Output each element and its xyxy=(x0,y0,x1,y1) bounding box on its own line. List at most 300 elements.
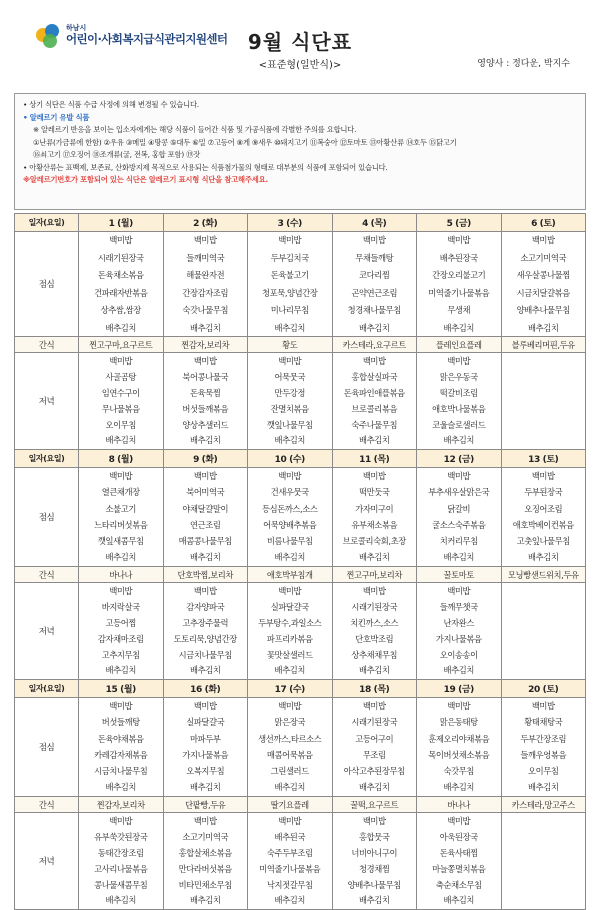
day-header: 11 (목) xyxy=(332,450,417,468)
menu-item: 유부채소볶음 xyxy=(351,519,398,530)
menu-item: 배추김치 xyxy=(105,782,136,793)
menu-item: 배추김치 xyxy=(443,552,474,563)
menu-item: 백미밥 xyxy=(278,235,302,245)
date-label: 일자(요일) xyxy=(15,450,79,468)
menu-item: 백미밥 xyxy=(447,356,471,366)
menu-item: 백미밥 xyxy=(362,816,386,826)
menu-item: 백미밥 xyxy=(193,701,217,711)
lunch-cell xyxy=(248,468,333,567)
menu-item: 깻잎나물무침 xyxy=(266,419,313,430)
menu-item: 매콤콩나물무침 xyxy=(178,536,232,547)
menu-item: 황태채탕국 xyxy=(524,717,563,728)
menu-item: 두부탕수,과일소스 xyxy=(258,617,322,628)
snack-cell: 꿀토마토 xyxy=(417,567,502,583)
dinner-cell xyxy=(248,353,333,450)
menu-item: 백미밥 xyxy=(193,586,217,596)
menu-item: 배추김치 xyxy=(105,895,136,906)
menu-item: 시래기된장국 xyxy=(351,601,398,612)
date-row xyxy=(15,450,586,468)
day-header: 4 (목) xyxy=(332,214,417,232)
menu-item: 가지나물볶음 xyxy=(435,633,482,644)
menu-item: 배추김치 xyxy=(274,665,305,676)
snack-cell: 단호박찜,보리차 xyxy=(163,567,248,583)
menu-item: 브로콜리숙회,초장 xyxy=(342,536,406,547)
menu-item: 배추김치 xyxy=(359,665,390,676)
snack-label: 간식 xyxy=(15,337,79,353)
menu-item: 들깨우엉볶음 xyxy=(520,749,567,760)
menu-item: 돈육불고기 xyxy=(270,270,309,280)
menu-item: 낙지젓갈무침 xyxy=(266,879,313,890)
dinner-label: 저녁 xyxy=(15,583,79,680)
menu-item: 미나리무침 xyxy=(270,305,309,315)
menu-item: 시래기된장국 xyxy=(97,252,144,263)
day-header: 19 (금) xyxy=(417,680,502,698)
menu-item: 건새우뭇국 xyxy=(270,487,309,498)
menu-item: 배추된국 xyxy=(274,831,305,842)
lunch-cell xyxy=(332,232,417,337)
menu-item: 도토리묵,양념간장 xyxy=(173,633,237,644)
menu-item: 배추김치 xyxy=(190,782,221,793)
menu-item: 배추된장국 xyxy=(439,252,478,263)
snack-cell: 찐고구마,요구르트 xyxy=(79,337,164,353)
menu-item: 배추김치 xyxy=(274,322,305,333)
day-header: 20 (토) xyxy=(501,680,586,698)
day-header: 6 (토) xyxy=(501,214,586,232)
menu-item: 카레감자채볶음 xyxy=(94,749,148,760)
dinner-cell xyxy=(332,813,417,910)
menu-item: 해물완자전 xyxy=(186,270,225,280)
meal-table xyxy=(14,213,586,910)
dinner-cell xyxy=(79,583,164,680)
menu-item: 상추쌈,쌈장 xyxy=(100,305,141,315)
menu-item: 소고기미역국 xyxy=(182,831,229,842)
dinner-cell xyxy=(79,353,164,450)
lunch-cell xyxy=(417,232,502,337)
menu-item: 어묵양배추볶음 xyxy=(263,519,317,530)
menu-item: 배추김치 xyxy=(359,782,390,793)
menu-item: 사골곰탕 xyxy=(105,371,136,382)
dinner-row xyxy=(15,813,586,910)
menu-item: 버섯들깨볶음 xyxy=(182,403,229,414)
menu-item: 돈육채소볶음 xyxy=(97,270,144,280)
menu-item: 배추김치 xyxy=(274,552,305,563)
menu-item: 백미밥 xyxy=(278,586,302,596)
day-header: 17 (수) xyxy=(248,680,333,698)
menu-item: 배추김치 xyxy=(190,552,221,563)
menu-item: 간장감자조림 xyxy=(182,287,229,298)
menu-item: 매콤어묵볶음 xyxy=(266,749,313,760)
menu-item: 시래기된장국 xyxy=(351,717,398,728)
menu-item: 두부간장조림 xyxy=(520,733,567,744)
day-header: 10 (수) xyxy=(248,450,333,468)
lunch-row xyxy=(15,698,586,797)
menu-item: 무생채 xyxy=(447,305,471,315)
menu-item: 마늘쫑멸치볶음 xyxy=(432,863,486,874)
menu-item: 고추장주물럭 xyxy=(182,617,229,628)
menu-item: 오이무침 xyxy=(105,419,136,430)
menu-item: 목이버섯채소볶음 xyxy=(428,749,490,760)
menu-item: 배추김치 xyxy=(443,665,474,676)
snack-cell: 찐감자,보리차 xyxy=(163,337,248,353)
menu-item: 연근조림 xyxy=(190,519,221,530)
menu-item: 청포묵,양념간장 xyxy=(261,287,318,298)
menu-item: 배추김치 xyxy=(443,435,474,446)
snack-cell: 모닝빵샌드위치,두유 xyxy=(501,567,586,583)
menu-item: 치커리무침 xyxy=(439,536,478,547)
menu-item: 깻잎새콤무침 xyxy=(97,536,144,547)
menu-item: 돈육사태찜 xyxy=(439,847,478,858)
lunch-cell xyxy=(79,232,164,337)
header xyxy=(0,0,600,95)
logo-city: 하남시 xyxy=(66,24,87,33)
menu-item: 굴소스숙주볶음 xyxy=(432,519,486,530)
snack-cell: 블루베리머핀,두유 xyxy=(501,337,586,353)
lunch-cell xyxy=(332,468,417,567)
menu-item: 배추김치 xyxy=(190,895,221,906)
notice-allergen-heading: • 알레르기 유발 식품 xyxy=(23,112,90,122)
menu-item: 배추김치 xyxy=(359,552,390,563)
snack-cell: 카스테라,망고주스 xyxy=(501,797,586,813)
menu-item: 곤약연근조림 xyxy=(351,287,398,298)
menu-item: 무조림 xyxy=(362,749,386,760)
menu-item: 버섯들깨탕 xyxy=(101,717,140,728)
menu-item: 배추김치 xyxy=(359,322,390,333)
menu-item: 오이무침 xyxy=(528,766,559,777)
dinner-cell xyxy=(163,813,248,910)
menu-item: 백미밥 xyxy=(362,471,386,481)
menu-item: 백미밥 xyxy=(278,356,302,366)
dinner-label: 저녁 xyxy=(15,353,79,450)
page-subtitle: <표준형(일반식)> xyxy=(258,60,342,71)
menu-item: 백미밥 xyxy=(109,586,133,596)
menu-item: 난자완스 xyxy=(443,617,474,628)
menu-item: 배추김치 xyxy=(528,552,559,563)
menu-item: 고등어찜 xyxy=(105,617,136,628)
menu-item: 배추김치 xyxy=(105,552,136,563)
menu-item: 북어미역국 xyxy=(186,487,225,498)
menu-item: 바지락살국 xyxy=(101,601,140,612)
menu-item: 백미밥 xyxy=(447,586,471,596)
notice-box xyxy=(14,93,586,210)
dinner-cell xyxy=(417,813,502,910)
menu-item: 백미밥 xyxy=(278,701,302,711)
menu-item: 고춧잎나물무침 xyxy=(516,536,570,547)
menu-item: 백미밥 xyxy=(447,471,471,481)
allergen-list: ①난류(가금류에 한함) ②우유 ③메밀 ④땅콩 ⑤대두 ⑥밀 ⑦고등어 ⑧게 ⑨새우 ⑩돼지고기 ⑪복숭아 ⑫토마토 ⑬아황산류 ⑭호두 ⑮닭고기 xyxy=(33,137,457,147)
menu-item: 미역줄기나물볶음 xyxy=(259,863,321,874)
menu-item: 배추김치 xyxy=(443,322,474,333)
menu-item: 유부쑥갓된장국 xyxy=(94,831,148,842)
menu-item: 숙갓무침 xyxy=(443,766,474,777)
menu-item: 백미밥 xyxy=(109,701,133,711)
notice-line: ※ 알레르기 반응을 보이는 입소자에게는 해당 식품이 들어간 식품 및 가공식품에 각별한 주의를 요합니다. xyxy=(33,125,357,134)
menu-item: 무나물볶음 xyxy=(101,403,140,414)
snack-cell: 바나나 xyxy=(417,797,502,813)
snack-row xyxy=(15,567,586,583)
menu-item: 백미밥 xyxy=(109,356,133,366)
menu-item: 백미밥 xyxy=(362,356,386,366)
menu-item: 백미밥 xyxy=(109,471,133,481)
menu-item: 배추김치 xyxy=(105,665,136,676)
snack-cell: 딸기요플레 xyxy=(248,797,333,813)
day-header: 18 (목) xyxy=(332,680,417,698)
menu-item: 감자양파국 xyxy=(186,601,225,612)
menu-item: 떡만둣국 xyxy=(359,487,390,498)
snack-cell: 단팥빵,두유 xyxy=(163,797,248,813)
lunch-row xyxy=(15,232,586,337)
menu-item: 청경채찜 xyxy=(359,863,390,874)
dinner-cell xyxy=(332,583,417,680)
menu-item: 치킨까스,소스 xyxy=(350,617,399,628)
menu-item: 그린샐러드 xyxy=(270,766,309,777)
notice-warning: ※알레르기번호가 포함되어 있는 식단은 알레르기 표시형 식단을 참고해주세요. xyxy=(23,175,269,184)
menu-item: 청경채나물무침 xyxy=(347,305,401,315)
menu-item: 야채달걀말이 xyxy=(182,503,229,514)
menu-item: 맑은장국 xyxy=(274,717,305,728)
menu-item: 너비아니구이 xyxy=(351,847,398,858)
menu-item: 마파두부 xyxy=(190,733,221,744)
snack-cell: 애호박부침개 xyxy=(248,567,333,583)
menu-item: 배추김치 xyxy=(359,435,390,446)
lunch-cell xyxy=(332,698,417,797)
menu-item: 건파래자반볶음 xyxy=(94,287,148,298)
menu-item: 홍합살채소볶음 xyxy=(178,847,232,858)
menu-item: 실파달걀국 xyxy=(270,601,309,612)
lunch-row xyxy=(15,468,586,567)
menu-item: 돈육묵찜 xyxy=(190,387,221,398)
dinner-cell xyxy=(163,583,248,680)
menu-item: 백미밥 xyxy=(193,356,217,366)
menu-item: 동태간장조림 xyxy=(97,847,144,858)
lunch-cell xyxy=(248,232,333,337)
menu-item: 백미밥 xyxy=(531,701,555,711)
menu-item: 파프리카볶음 xyxy=(266,633,313,644)
date-row xyxy=(15,214,586,232)
menu-item: 배추김치 xyxy=(190,322,221,333)
menu-item: 감자채마조림 xyxy=(97,633,144,644)
dinner-cell xyxy=(501,813,586,910)
day-header: 13 (토) xyxy=(501,450,586,468)
dinner-cell xyxy=(248,813,333,910)
menu-item: 배추김치 xyxy=(274,895,305,906)
lunch-cell xyxy=(501,698,586,797)
menu-item: 배추김치 xyxy=(274,782,305,793)
menu-item: 실파달걀국 xyxy=(186,717,225,728)
menu-item: 소고기미역국 xyxy=(520,252,567,263)
menu-item: 비름나물무침 xyxy=(266,536,313,547)
day-header: 9 (화) xyxy=(163,450,248,468)
dinner-cell xyxy=(332,353,417,450)
menu-item: 오징어조림 xyxy=(524,503,563,514)
menu-item: 맑은동태탕 xyxy=(439,717,478,728)
snack-row xyxy=(15,337,586,353)
menu-item: 백미밥 xyxy=(193,235,217,245)
snack-label: 간식 xyxy=(15,567,79,583)
snack-cell: 카스테라,요구르트 xyxy=(332,337,417,353)
lunch-cell xyxy=(163,232,248,337)
menu-item: 맑은우동국 xyxy=(439,371,478,382)
menu-item: 배추김치 xyxy=(274,435,305,446)
menu-item: 가자미구이 xyxy=(355,503,394,514)
menu-item: 아삭고추된장무침 xyxy=(343,766,405,777)
menu-item: 배추김치 xyxy=(105,322,136,333)
menu-item: 배추김치 xyxy=(528,322,559,333)
menu-item: 배추김치 xyxy=(190,435,221,446)
snack-label: 간식 xyxy=(15,797,79,813)
menu-item: 임연수구이 xyxy=(101,387,140,398)
menu-item: 배추김치 xyxy=(105,435,136,446)
menu-item: 소불고기 xyxy=(105,503,136,514)
menu-item: 브로콜리볶음 xyxy=(351,403,398,414)
lunch-cell xyxy=(79,698,164,797)
menu-item: 양배추나물무침 xyxy=(516,305,570,315)
lunch-cell xyxy=(417,698,502,797)
menu-item: 시금치달걀볶음 xyxy=(516,287,570,298)
menu-item: 상추채채무침 xyxy=(351,649,398,660)
snack-row xyxy=(15,797,586,813)
day-header: 5 (금) xyxy=(417,214,502,232)
logo-org-name: 어린이·사회복지급식관리지원센터 xyxy=(66,31,228,46)
menu-item: 코다리찜 xyxy=(359,270,390,280)
snack-cell: 찐감자,보리차 xyxy=(79,797,164,813)
menu-item: 부추새우살맑은국 xyxy=(428,487,490,498)
menu-item: 간장오리불고기 xyxy=(432,270,486,280)
menu-item: 잔멸치볶음 xyxy=(270,403,309,414)
dinner-cell xyxy=(417,583,502,680)
menu-item: 배추김치 xyxy=(443,782,474,793)
menu-item: 시금치나물무침 xyxy=(178,649,232,660)
menu-item: 시금치나물무침 xyxy=(94,766,148,777)
menu-item: 백미밥 xyxy=(531,235,555,245)
lunch-label: 점심 xyxy=(15,698,79,797)
menu-item: 가지나물볶음 xyxy=(182,749,229,760)
menu-item: 백미밥 xyxy=(362,701,386,711)
menu-item: 백미밥 xyxy=(278,471,302,481)
day-header: 2 (화) xyxy=(163,214,248,232)
menu-item: 오이송송이 xyxy=(439,649,478,660)
menu-item: 코울슬로샐러드 xyxy=(432,419,486,430)
menu-item: 배추김치 xyxy=(359,895,390,906)
snack-cell: 바나나 xyxy=(79,567,164,583)
menu-item: 백미밥 xyxy=(109,816,133,826)
page-title: 9월 식단표 xyxy=(247,30,353,54)
dinner-cell xyxy=(248,583,333,680)
menu-item: 숙주두부조림 xyxy=(266,847,313,858)
date-label: 일자(요일) xyxy=(15,680,79,698)
menu-item: 돈육야채볶음 xyxy=(97,733,144,744)
menu-item: 열큰채개장 xyxy=(101,487,140,498)
snack-cell: 꿀떡,요구르트 xyxy=(332,797,417,813)
menu-item: 들깨무챗국 xyxy=(439,601,478,612)
menu-item: 만다라버섯볶음 xyxy=(178,863,232,874)
lunch-cell xyxy=(163,698,248,797)
lunch-cell xyxy=(417,468,502,567)
menu-item: 양상추샐러드 xyxy=(182,419,229,430)
menu-item: 고등어구이 xyxy=(355,733,394,744)
lunch-cell xyxy=(163,468,248,567)
allergen-list: ⑯쇠고기 ⑰오징어 ⑱조개류(굴, 전복, 홍합 포함) ⑲잣 xyxy=(33,150,201,159)
menu-item: 훈제오리야채볶음 xyxy=(428,733,490,744)
menu-item: 배추김치 xyxy=(443,895,474,906)
menu-item: 백미밥 xyxy=(362,235,386,245)
menu-item: 아욱된장국 xyxy=(439,831,478,842)
lunch-cell xyxy=(248,698,333,797)
day-header: 12 (금) xyxy=(417,450,502,468)
snack-cell: 찐고구마,보리차 xyxy=(332,567,417,583)
menu-item: 어묵뭇국 xyxy=(274,371,305,382)
menu-item: 백미밥 xyxy=(109,235,133,245)
lunch-label: 점심 xyxy=(15,232,79,337)
menu-item: 홍합살실파국 xyxy=(351,371,398,382)
date-row xyxy=(15,680,586,698)
menu-item: 오복지무침 xyxy=(186,766,225,777)
menu-item: 홍합뭇국 xyxy=(359,831,390,842)
menu-item: 백미밥 xyxy=(278,816,302,826)
menu-item: 고추지무침 xyxy=(101,649,140,660)
dinner-cell xyxy=(163,353,248,450)
menu-item: 애호박나물볶음 xyxy=(432,403,486,414)
menu-item: 새우살콩나물찜 xyxy=(516,270,570,280)
dinner-cell xyxy=(79,813,164,910)
menu-item: 백미밥 xyxy=(193,471,217,481)
menu-item: 숙주나물무침 xyxy=(351,419,398,430)
menu-item: 콩나물새콤무침 xyxy=(94,879,148,890)
menu-item: 백미밥 xyxy=(362,586,386,596)
dinner-row xyxy=(15,583,586,680)
day-header: 1 (월) xyxy=(79,214,164,232)
menu-item: 숙갓나물무침 xyxy=(182,305,229,315)
snack-cell: 황도 xyxy=(248,337,333,353)
lunch-cell xyxy=(501,232,586,337)
menu-item: 느타리버섯볶음 xyxy=(94,519,148,530)
menu-item: 떡갈비조림 xyxy=(439,387,478,398)
day-header: 8 (월) xyxy=(79,450,164,468)
nutritionist-info: 영양사 : 정다운, 박지수 xyxy=(477,59,570,69)
dinner-cell xyxy=(417,353,502,450)
menu-item: 닭갈비 xyxy=(447,503,471,514)
menu-item: 생선까스,타르소스 xyxy=(258,733,322,744)
menu-item: 애호박베이컨볶음 xyxy=(512,519,574,530)
dinner-row xyxy=(15,353,586,450)
menu-item: 단호박조림 xyxy=(355,633,394,644)
menu-item: 미역줄기나물볶음 xyxy=(428,287,490,298)
menu-item: 꽃맛살샐러드 xyxy=(266,649,313,660)
menu-item: 배추김치 xyxy=(190,665,221,676)
menu-item: 축순채소무침 xyxy=(435,879,482,890)
dinner-label: 저녁 xyxy=(15,813,79,910)
lunch-label: 점심 xyxy=(15,468,79,567)
menu-item: 양배추나물무침 xyxy=(347,879,401,890)
menu-item: 두부김치국 xyxy=(270,252,309,263)
menu-item: 등심돈까스,소스 xyxy=(261,503,318,514)
menu-item: 고사리나물볶음 xyxy=(94,863,148,874)
lunch-cell xyxy=(79,468,164,567)
menu-item: 돈육파인애플볶음 xyxy=(343,387,405,398)
date-label: 일자(요일) xyxy=(15,214,79,232)
day-header: 16 (화) xyxy=(163,680,248,698)
menu-item: 들깨미역국 xyxy=(186,252,225,263)
notice-line: • 아황산류는 표백제, 보존료, 산화방지제 목적으로 사용되는 식품첨가물의 형태로 대부분의 식품에 포함되어 있습니다. xyxy=(23,162,388,172)
dinner-cell xyxy=(501,353,586,450)
snack-cell: 플레인요플레 xyxy=(417,337,502,353)
menu-item: 백미밥 xyxy=(447,235,471,245)
lunch-cell xyxy=(501,468,586,567)
day-header: 15 (월) xyxy=(79,680,164,698)
menu-item: 무채들깨탕 xyxy=(355,252,394,263)
menu-item: 북어콩나물국 xyxy=(182,371,229,382)
notice-line: • 상기 식단은 식품 수급 사정에 의해 변경될 수 있습니다. xyxy=(23,100,199,109)
menu-item: 백미밥 xyxy=(193,816,217,826)
